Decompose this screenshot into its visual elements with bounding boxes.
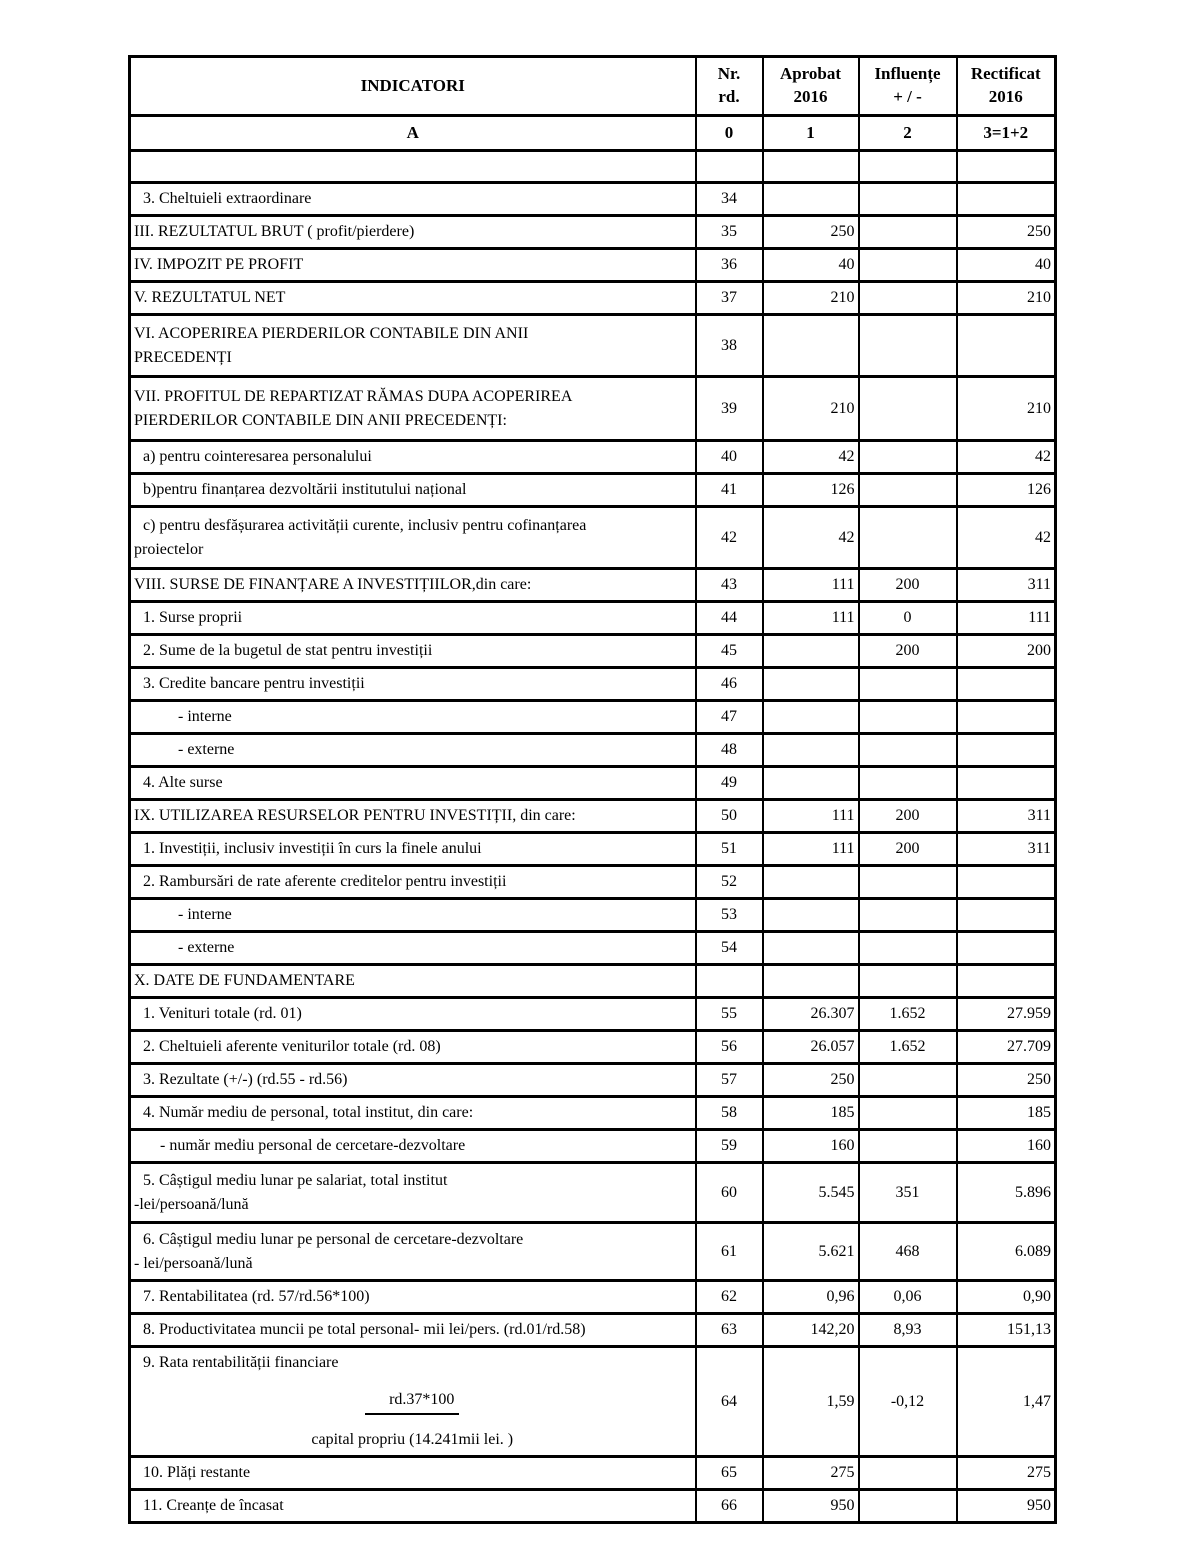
aprobat-cell	[763, 668, 859, 701]
influente-cell	[859, 282, 957, 315]
influente-cell: 200	[859, 569, 957, 602]
influente-cell	[859, 474, 957, 507]
aprobat-cell	[763, 701, 859, 734]
indicator-cell	[130, 1064, 696, 1097]
indicator-text: 4. Număr mediu de personal, total institut, din care:	[143, 1104, 474, 1121]
indicator-cell	[130, 1097, 696, 1130]
rectificat-cell	[957, 767, 1056, 800]
nr-rd-cell: 48	[696, 734, 763, 767]
aprobat-cell: 210	[763, 282, 859, 315]
indicator-cell	[130, 183, 696, 216]
table-row	[130, 216, 1056, 249]
aprobat-cell: 111	[763, 602, 859, 635]
influente-cell: 0	[859, 602, 957, 635]
rectificat-cell: 42	[957, 441, 1056, 474]
indicator-cell	[130, 602, 696, 635]
rectificat-cell: 210	[957, 282, 1056, 315]
table-row	[130, 1097, 1056, 1130]
aprobat-cell: 1,59	[763, 1347, 859, 1457]
indicator-text: IX. UTILIZAREA RESURSELOR PENTRU INVESTIȚII, din care:	[134, 807, 576, 824]
indicator-cell	[130, 441, 696, 474]
rectificat-cell	[957, 183, 1056, 216]
indicator-text: b)pentru finanțarea dezvoltării institutului național	[143, 481, 467, 498]
aprobat-cell: 5.545	[763, 1163, 859, 1223]
influente-cell	[859, 1130, 957, 1163]
rectificat-cell	[957, 965, 1056, 998]
aprobat-cell: 26.307	[763, 998, 859, 1031]
influente-cell: 1.652	[859, 998, 957, 1031]
rectificat-cell: 160	[957, 1130, 1056, 1163]
rectificat-cell: 311	[957, 800, 1056, 833]
indicator-cell	[130, 507, 696, 569]
nr-rd-cell: 51	[696, 833, 763, 866]
indicator-text: 7. Rentabilitatea (rd. 57/rd.56*100)	[143, 1288, 370, 1305]
rectificat-cell: 42	[957, 507, 1056, 569]
nr-rd-cell: 66	[696, 1490, 763, 1523]
indicator-text: 2. Cheltuieli aferente veniturilor totale (rd. 08)	[143, 1038, 441, 1055]
table-row	[130, 635, 1056, 668]
document-page	[128, 55, 1057, 1524]
table-row	[130, 833, 1056, 866]
indicator-text: VIII. SURSE DE FINANȚARE A INVESTIȚIILOR,din care:	[134, 576, 532, 593]
rectificat-cell: 27.709	[957, 1031, 1056, 1064]
table-row	[130, 1163, 1056, 1223]
aprobat-cell: 210	[763, 377, 859, 441]
influente-cell: -0,12	[859, 1347, 957, 1457]
influente-cell	[859, 249, 957, 282]
table-row	[130, 1223, 1056, 1281]
influente-cell	[859, 1457, 957, 1490]
nr-rd-cell: 52	[696, 866, 763, 899]
rectificat-cell: 311	[957, 833, 1056, 866]
nr-rd-cell: 42	[696, 507, 763, 569]
rectificat-cell: 126	[957, 474, 1056, 507]
aprobat-cell: 250	[763, 1064, 859, 1097]
influente-cell	[859, 866, 957, 899]
nr-rd-cell: 53	[696, 899, 763, 932]
aprobat-cell: 275	[763, 1457, 859, 1490]
aprobat-cell	[763, 635, 859, 668]
indicator-text: PRECEDENȚI	[134, 348, 232, 366]
influente-cell: 468	[859, 1223, 957, 1281]
table-row	[130, 1490, 1056, 1523]
indicator-cell	[130, 1314, 696, 1347]
indicator-text: 3. Rezultate (+/-) (rd.55 - rd.56)	[143, 1071, 348, 1088]
header-cell-nr-rd	[696, 57, 763, 116]
indicator-text: V. REZULTATUL NET	[134, 289, 286, 306]
aprobat-cell	[763, 932, 859, 965]
influente-cell	[859, 965, 957, 998]
indicator-text: c) pentru desfășurarea activității curente, inclusiv pentru cofinanțarea	[143, 516, 587, 534]
indicator-cell	[130, 1490, 696, 1523]
table-row	[130, 377, 1056, 441]
table-row	[130, 441, 1056, 474]
nr-rd-cell: 57	[696, 1064, 763, 1097]
influente-cell	[859, 1097, 957, 1130]
nr-rd-cell: 47	[696, 701, 763, 734]
rectificat-cell	[957, 734, 1056, 767]
aprobat-cell: 111	[763, 800, 859, 833]
aprobat-cell: 42	[763, 507, 859, 569]
financial-table	[128, 55, 1057, 1524]
aprobat-cell	[763, 183, 859, 216]
table-row	[130, 507, 1056, 569]
table-row	[130, 1314, 1056, 1347]
table-row	[130, 899, 1056, 932]
nr-rd-cell: 49	[696, 767, 763, 800]
indicator-cell	[130, 249, 696, 282]
aprobat-cell: 250	[763, 216, 859, 249]
nr-rd-cell	[696, 965, 763, 998]
table-row	[130, 1281, 1056, 1314]
subheader-cell-a: A	[130, 116, 696, 151]
aprobat-cell: 160	[763, 1130, 859, 1163]
aprobat-cell: 0,96	[763, 1281, 859, 1314]
header-label: Rectificat	[970, 64, 1041, 84]
nr-rd-cell: 40	[696, 441, 763, 474]
table-row	[130, 315, 1056, 377]
aprobat-cell	[763, 899, 859, 932]
influente-cell	[859, 899, 957, 932]
influente-cell	[859, 315, 957, 377]
indicator-cell	[130, 899, 696, 932]
rectificat-cell: 200	[957, 635, 1056, 668]
influente-cell	[859, 668, 957, 701]
rectificat-cell: 151,13	[957, 1314, 1056, 1347]
aprobat-cell: 5.621	[763, 1223, 859, 1281]
nr-rd-cell: 36	[696, 249, 763, 282]
nr-rd-cell: 64	[696, 1347, 763, 1457]
indicator-cell	[130, 474, 696, 507]
indicator-text: proiectelor	[134, 540, 204, 558]
nr-rd-cell: 54	[696, 932, 763, 965]
nr-rd-cell: 39	[696, 377, 763, 441]
aprobat-cell	[763, 866, 859, 899]
influente-cell	[859, 701, 957, 734]
indicator-text: 6. Câștigul mediu lunar pe personal de cercetare-dezvoltare	[143, 1230, 524, 1248]
table-row	[130, 282, 1056, 315]
nr-rd-cell: 55	[696, 998, 763, 1031]
table-row	[130, 183, 1056, 216]
rectificat-cell: 311	[957, 569, 1056, 602]
indicator-cell	[130, 668, 696, 701]
rectificat-cell: 185	[957, 1097, 1056, 1130]
rectificat-cell	[957, 668, 1056, 701]
indicator-text: 5. Câștigul mediu lunar pe salariat, total institut	[143, 1171, 448, 1189]
table-row	[130, 569, 1056, 602]
indicator-text: - interne	[178, 708, 232, 725]
table-row	[130, 866, 1056, 899]
rectificat-cell: 6.089	[957, 1223, 1056, 1281]
nr-rd-cell: 34	[696, 183, 763, 216]
table-row	[130, 668, 1056, 701]
indicator-text: 8. Productivitatea muncii pe total personal- mii lei/pers. (rd.01/rd.58)	[143, 1321, 586, 1338]
indicator-cell	[130, 1457, 696, 1490]
rectificat-cell	[957, 151, 1056, 183]
table-row	[130, 1130, 1056, 1163]
indicator-text: 4. Alte surse	[143, 774, 223, 791]
indicator-text: a) pentru cointeresarea personalului	[143, 448, 372, 465]
influente-cell: 0,06	[859, 1281, 957, 1314]
influente-cell	[859, 183, 957, 216]
aprobat-cell: 42	[763, 441, 859, 474]
indicator-cell	[130, 282, 696, 315]
indicator-text: -lei/persoană/lună	[134, 1195, 249, 1213]
header-cell-indicatori	[130, 57, 696, 116]
influente-cell	[859, 734, 957, 767]
influente-cell	[859, 377, 957, 441]
indicator-text: X. DATE DE FUNDAMENTARE	[134, 972, 355, 989]
indicator-cell	[130, 998, 696, 1031]
nr-rd-cell: 56	[696, 1031, 763, 1064]
table-row	[130, 249, 1056, 282]
table-row	[130, 602, 1056, 635]
indicator-text: 2. Rambursări de rate aferente creditelor pentru investiții	[143, 873, 507, 890]
table-row	[130, 734, 1056, 767]
influente-cell	[859, 507, 957, 569]
influente-cell: 200	[859, 800, 957, 833]
indicator-cell	[130, 1031, 696, 1064]
subheader-cell-1: 1	[763, 116, 859, 151]
influente-cell	[859, 932, 957, 965]
table-row	[130, 767, 1056, 800]
underlined-formula: rd.37*100	[365, 1388, 459, 1415]
aprobat-cell	[763, 767, 859, 800]
table-row	[130, 474, 1056, 507]
header-cell-rectificat	[957, 57, 1056, 116]
indicator-cell	[130, 734, 696, 767]
table-row	[130, 965, 1056, 998]
aprobat-cell: 950	[763, 1490, 859, 1523]
rectificat-cell: 275	[957, 1457, 1056, 1490]
indicator-text: 11. Creanțe de încasat	[143, 1497, 284, 1514]
header-label: Aprobat	[779, 64, 842, 84]
header-label: Influențe	[874, 64, 941, 84]
rectificat-cell: 950	[957, 1490, 1056, 1523]
nr-rd-cell: 65	[696, 1457, 763, 1490]
rectificat-cell	[957, 899, 1056, 932]
table-row	[130, 1031, 1056, 1064]
indicator-text: 2. Sume de la bugetul de stat pentru investiții	[143, 642, 433, 659]
indicator-text: - lei/persoană/lună	[134, 1254, 253, 1272]
indicator-text: 1. Venituri totale (rd. 01)	[143, 1005, 302, 1022]
indicator-cell	[130, 377, 696, 441]
indicator-cell	[130, 1130, 696, 1163]
table-row	[130, 1457, 1056, 1490]
influente-cell: 200	[859, 635, 957, 668]
header-row	[130, 57, 1056, 116]
nr-rd-cell: 43	[696, 569, 763, 602]
rectificat-cell: 40	[957, 249, 1056, 282]
aprobat-cell: 126	[763, 474, 859, 507]
indicator-text: IV. IMPOZIT PE PROFIT	[134, 256, 304, 273]
indicator-cell	[130, 701, 696, 734]
header-label: INDICATORI	[360, 75, 465, 95]
indicator-cell	[130, 833, 696, 866]
indicator-cell	[130, 1223, 696, 1281]
table-row	[130, 932, 1056, 965]
aprobat-cell: 111	[763, 569, 859, 602]
indicator-cell	[130, 1347, 696, 1457]
nr-rd-cell: 60	[696, 1163, 763, 1223]
indicator-cell	[130, 866, 696, 899]
indicator-cell	[130, 635, 696, 668]
nr-rd-cell: 61	[696, 1223, 763, 1281]
aprobat-cell: 26.057	[763, 1031, 859, 1064]
subheader-cell-2: 2	[859, 116, 957, 151]
header-label: rd.	[718, 87, 740, 106]
nr-rd-cell: 63	[696, 1314, 763, 1347]
influente-cell	[859, 441, 957, 474]
header-label: 2016	[793, 87, 828, 106]
nr-rd-cell: 44	[696, 602, 763, 635]
indicator-text: 3. Cheltuieli extraordinare	[143, 190, 312, 207]
influente-cell	[859, 767, 957, 800]
nr-rd-cell: 50	[696, 800, 763, 833]
indicator-text: III. REZULTATUL BRUT ( profit/pierdere)	[134, 223, 415, 240]
influente-cell: 351	[859, 1163, 957, 1223]
influente-cell: 200	[859, 833, 957, 866]
indicator-text: 9. Rata rentabilității financiare	[143, 1354, 339, 1371]
nr-rd-cell: 46	[696, 668, 763, 701]
indicator-text: - interne	[178, 906, 232, 923]
aprobat-cell	[763, 734, 859, 767]
indicator-cell	[130, 767, 696, 800]
indicator-cell	[130, 315, 696, 377]
rectificat-cell	[957, 315, 1056, 377]
influente-cell	[859, 216, 957, 249]
indicator-text: 10. Plăți restante	[143, 1464, 251, 1481]
table-row	[130, 800, 1056, 833]
rectificat-cell	[957, 701, 1056, 734]
indicator-text: VI. ACOPERIREA PIERDERILOR CONTABILE DIN ANII	[134, 324, 529, 342]
subheader-cell-0: 0	[696, 116, 763, 151]
indicator-cell	[130, 800, 696, 833]
nr-rd-cell: 41	[696, 474, 763, 507]
nr-rd-cell: 59	[696, 1130, 763, 1163]
header-cell-influente	[859, 57, 957, 116]
indicator-text: capital propriu (14.241mii lei. )	[311, 1431, 514, 1448]
influente-cell	[859, 1490, 957, 1523]
indicator-text: - externe	[178, 741, 235, 758]
header-label: Nr.	[717, 64, 741, 84]
table-row	[130, 1064, 1056, 1097]
nr-rd-cell: 37	[696, 282, 763, 315]
influente-cell	[859, 1064, 957, 1097]
table-row	[130, 1347, 1056, 1457]
table-row	[130, 701, 1056, 734]
table-row	[130, 998, 1056, 1031]
rectificat-cell	[957, 932, 1056, 965]
header-label: + / -	[893, 87, 922, 106]
nr-rd-cell: 35	[696, 216, 763, 249]
aprobat-cell: 40	[763, 249, 859, 282]
indicator-cell	[130, 932, 696, 965]
indicator-cell	[130, 151, 696, 183]
indicator-text: 3. Credite bancare pentru investiții	[143, 675, 365, 692]
aprobat-cell: 185	[763, 1097, 859, 1130]
indicator-text: - externe	[178, 939, 235, 956]
rectificat-cell: 27.959	[957, 998, 1056, 1031]
influente-cell	[859, 151, 957, 183]
rectificat-cell: 0,90	[957, 1281, 1056, 1314]
indicator-cell	[130, 965, 696, 998]
rectificat-cell: 111	[957, 602, 1056, 635]
indicator-cell	[130, 216, 696, 249]
indicator-text: - număr mediu personal de cercetare-dezvoltare	[160, 1137, 466, 1154]
influente-cell: 8,93	[859, 1314, 957, 1347]
indicator-cell	[130, 569, 696, 602]
nr-rd-cell: 38	[696, 315, 763, 377]
indicator-text: PIERDERILOR CONTABILE DIN ANII PRECEDENȚI:	[134, 411, 507, 429]
nr-rd-cell: 45	[696, 635, 763, 668]
indicator-cell	[130, 1163, 696, 1223]
indicator-text	[134, 1388, 691, 1415]
table-row	[130, 151, 1056, 183]
rectificat-cell: 250	[957, 216, 1056, 249]
rectificat-cell: 250	[957, 1064, 1056, 1097]
aprobat-cell	[763, 965, 859, 998]
table-body	[130, 151, 1056, 1523]
indicator-text: 1. Surse proprii	[143, 609, 243, 626]
nr-rd-cell	[696, 151, 763, 183]
aprobat-cell: 142,20	[763, 1314, 859, 1347]
rectificat-cell: 5.896	[957, 1163, 1056, 1223]
rectificat-cell: 1,47	[957, 1347, 1056, 1457]
subheader-cell-3: 3=1+2	[957, 116, 1056, 151]
subheader-row	[130, 116, 1056, 151]
indicator-cell	[130, 1281, 696, 1314]
indicator-text: VII. PROFITUL DE REPARTIZAT RĂMAS DUPA ACOPERIREA	[134, 387, 573, 405]
header-cell-aprobat	[763, 57, 859, 116]
aprobat-cell	[763, 151, 859, 183]
aprobat-cell: 111	[763, 833, 859, 866]
header-label: 2016	[988, 87, 1023, 106]
rectificat-cell	[957, 866, 1056, 899]
influente-cell: 1.652	[859, 1031, 957, 1064]
nr-rd-cell: 62	[696, 1281, 763, 1314]
indicator-text: 1. Investiții, inclusiv investiții în curs la finele anului	[143, 840, 482, 857]
rectificat-cell: 210	[957, 377, 1056, 441]
nr-rd-cell: 58	[696, 1097, 763, 1130]
aprobat-cell	[763, 315, 859, 377]
